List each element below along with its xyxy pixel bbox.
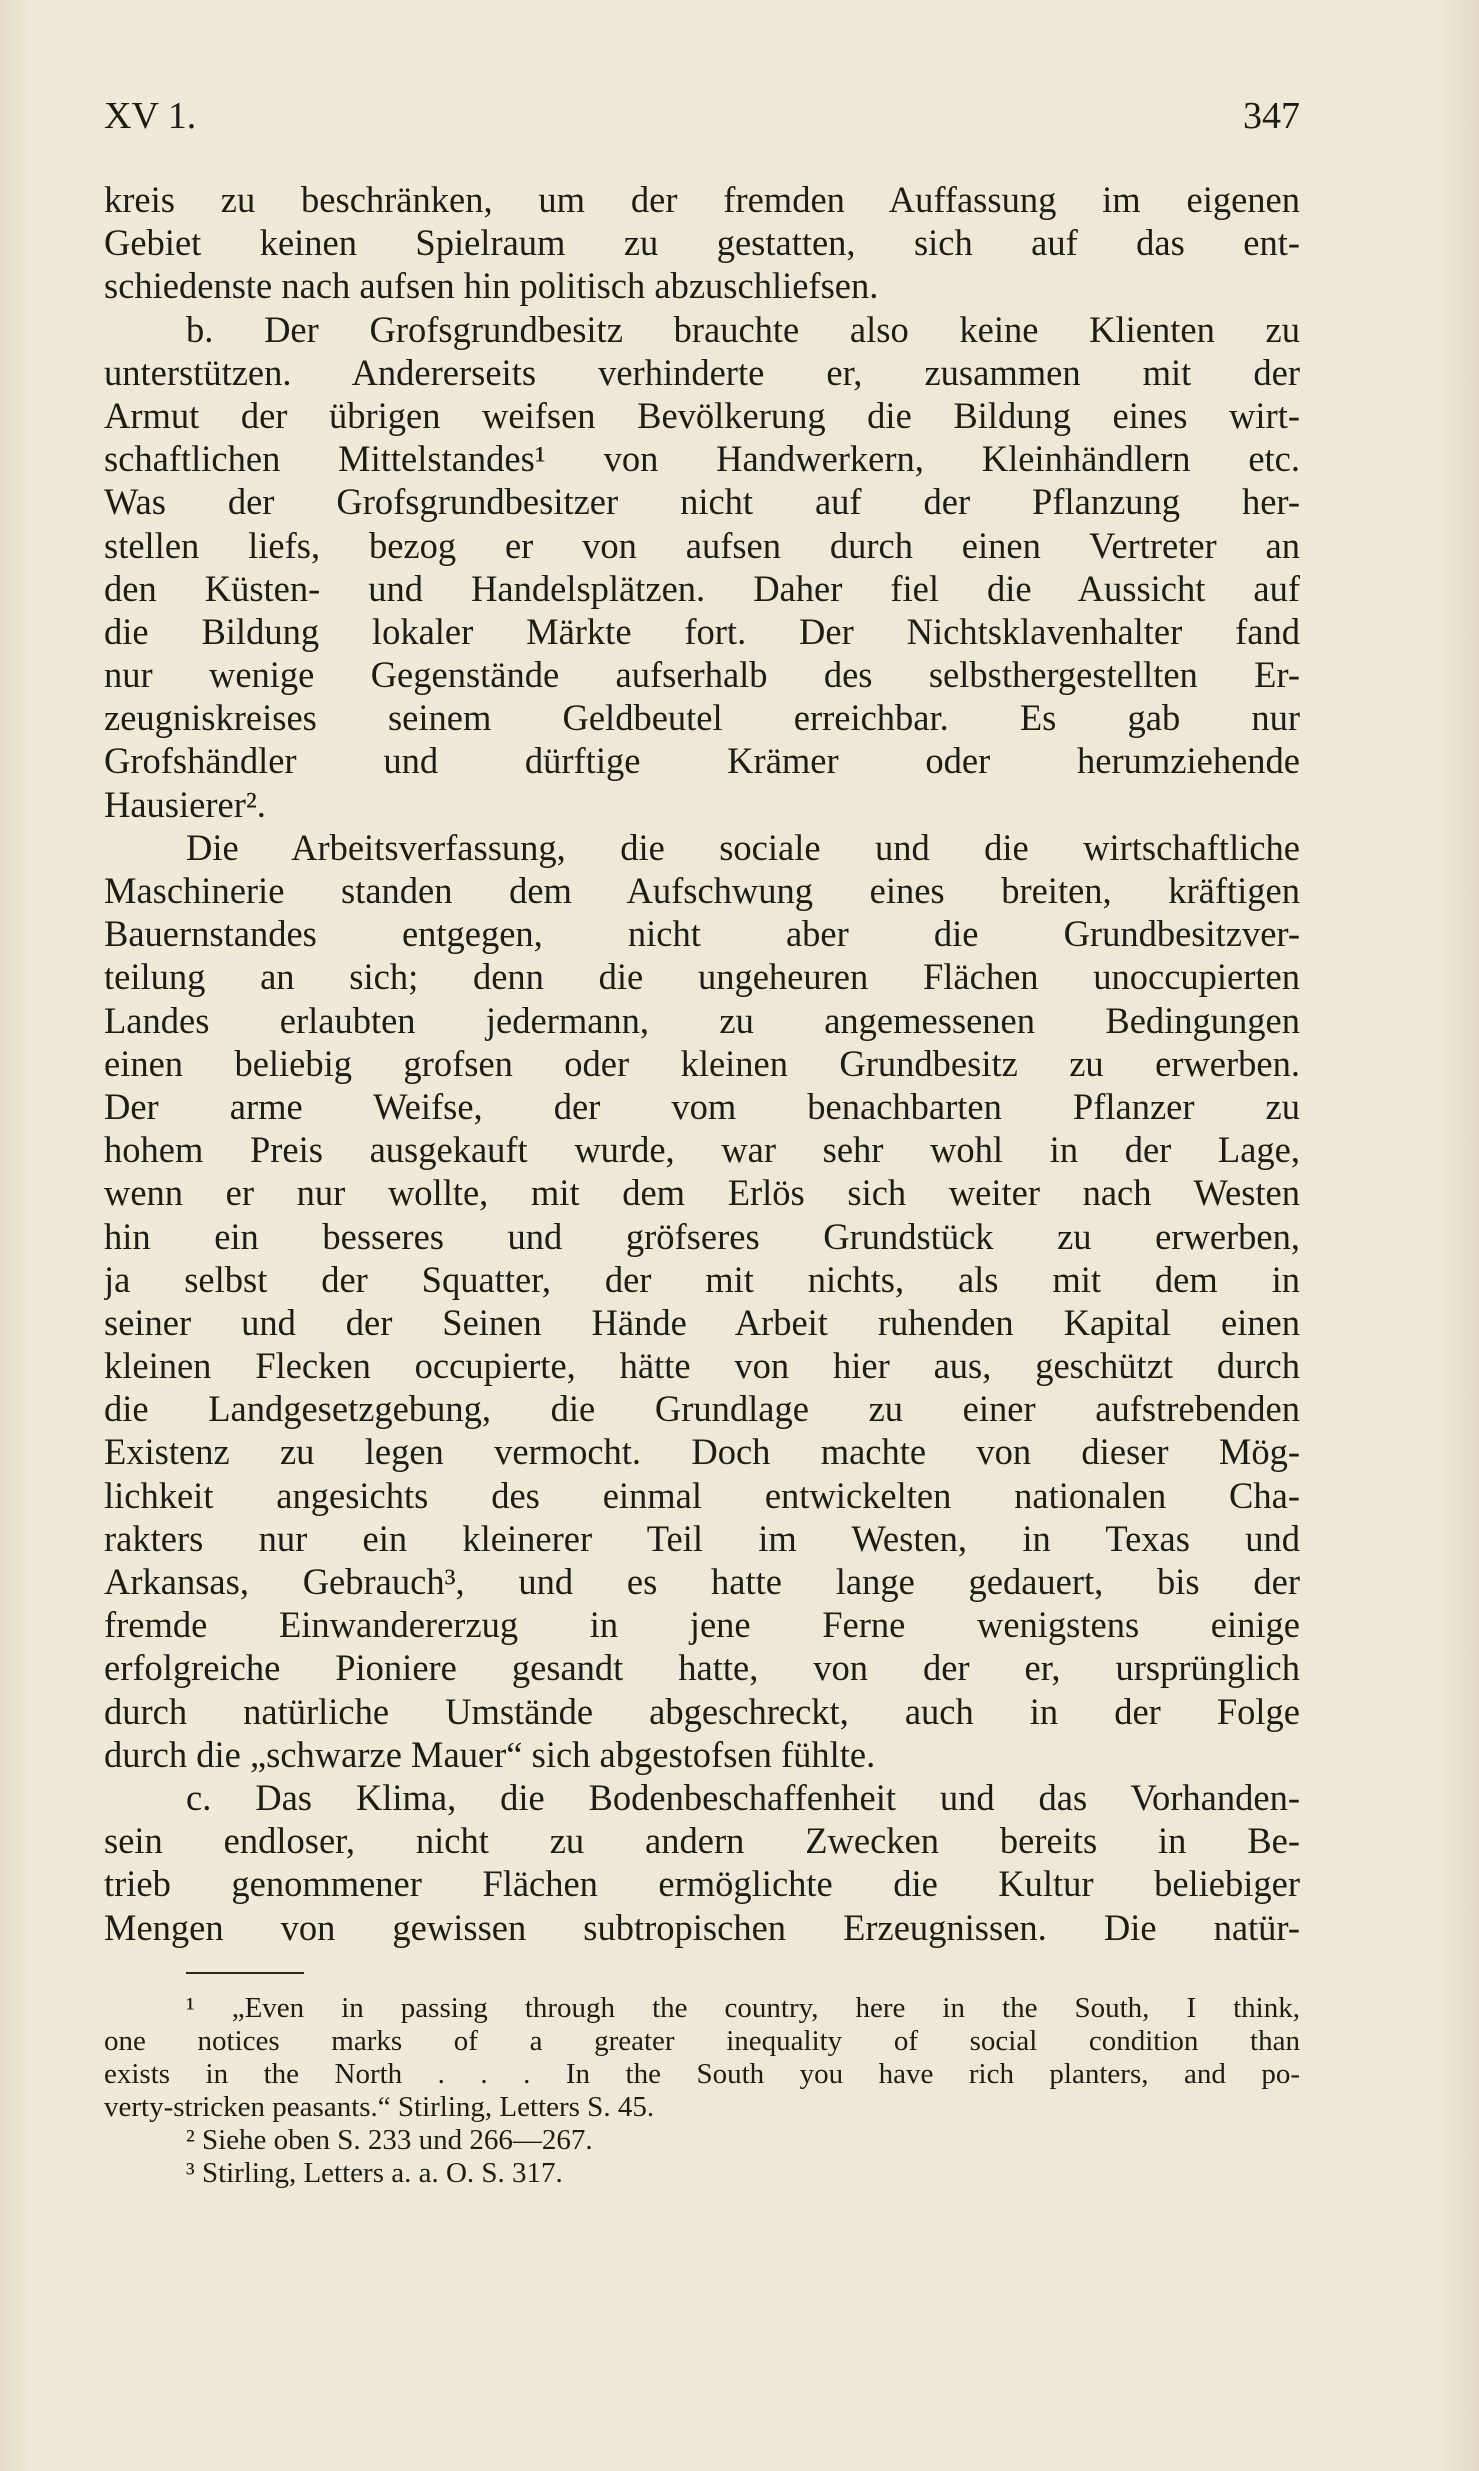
text-line: trieb genommener Flächen ermöglichte die Kultur beliebiger (104, 1863, 1300, 1905)
text-line: durch die „schwarze Mauer“ sich abgestofsen fühlte. (104, 1733, 876, 1775)
text-line: kreis zu beschränken, um der fremden Auffassung im eigenen (104, 179, 1300, 220)
text-line: Grofshändler und dürftige Krämer oder herumziehende (104, 740, 1300, 782)
text-line: erfolgreiche Pioniere gesandt hatte, von der er, ursprünglich (104, 1647, 1300, 1689)
text-line: schaftlichen Mittelstandes¹ von Handwerkern, Kleinhändlern etc. (104, 438, 1300, 480)
text-line: unterstützen. Andererseits verhinderte er, zusammen mit der (104, 351, 1300, 393)
text-line: Was der Grofsgrundbesitzer nicht auf der Pflanzung her- (104, 481, 1300, 523)
text-line: c. Das Klima, die Bodenbeschaffenheit und das Vorhanden- (186, 1776, 1300, 1818)
text-line: Mengen von gewissen subtropischen Erzeugnissen. Die natür- (104, 1906, 1300, 1948)
text-line: Landes erlaubten jedermann, zu angemessenen Bedingungen (104, 999, 1300, 1041)
text-line: Arkansas, Gebrauch³, und es hatte lange gedauert, bis der (104, 1561, 1300, 1602)
footnote-line: verty-stricken peasants.“ Stirling, Letters S. 45. (104, 2091, 655, 2123)
text-line: Bauernstandes entgegen, nicht aber die Grundbesitzver- (104, 913, 1300, 955)
text-line: stellen liefs, bezog er von aufsen durch einen Vertreter an (104, 524, 1300, 566)
text-line: Armut der übrigen weifsen Bevölkerung die Bildung eines wirt- (104, 394, 1300, 436)
text-line: den Küsten- und Handelsplätzen. Daher fiel die Aussicht auf (104, 567, 1300, 609)
text-line: Der arme Weifse, der vom benachbarten Pflanzer zu (104, 1085, 1300, 1127)
text-line: Maschinerie standen dem Aufschwung eines breiten, kräftigen (104, 870, 1300, 911)
main-text (104, 178, 1300, 1949)
text-line: Gebiet keinen Spielraum zu gestatten, sich auf das ent- (104, 222, 1300, 264)
text-line: Die Arbeitsverfassung, die sociale und die wirtschaftliche (186, 826, 1300, 868)
footnote-line: ² Siehe oben S. 233 und 266—267. (186, 2124, 593, 2156)
text-line: ja selbst der Squatter, der mit nichts, als mit dem in (104, 1258, 1300, 1300)
text-line: schiedenste nach aufsen hin politisch abzuschliefsen. (104, 265, 879, 307)
text-line: b. Der Grofsgrundbesitz brauchte also keine Klienten zu (186, 308, 1300, 350)
text-line: die Bildung lokaler Märkte fort. Der Nichtsklavenhalter fand (104, 610, 1300, 652)
text-line: Hausierer². (104, 783, 266, 825)
footnote-divider (186, 1972, 304, 1974)
footnote-line: ¹ „Even in passing through the country, here in the South, I think, (186, 1992, 1300, 2024)
text-line: hin ein besseres und gröfseres Grundstück zu erwerben, (104, 1215, 1300, 1257)
running-header (104, 86, 1300, 146)
text-line: durch natürliche Umstände abgeschreckt, auch in der Folge (104, 1690, 1300, 1732)
section-label: XV 1. (104, 95, 197, 137)
text-line: teilung an sich; denn die ungeheuren Flächen unoccupierten (104, 956, 1300, 998)
text-line: zeugniskreises seinem Geldbeutel erreichbar. Es gab nur (104, 697, 1300, 739)
page-number: 347 (1243, 95, 1300, 137)
text-line: seiner und der Seinen Hände Arbeit ruhenden Kapital einen (104, 1301, 1300, 1343)
text-line: kleinen Flecken occupierte, hätte von hier aus, geschützt durch (104, 1345, 1300, 1387)
footnote-line: exists in the North . . . In the South you have rich planters, and po- (104, 2058, 1300, 2090)
text-line: hohem Preis ausgekauft wurde, war sehr wohl in der Lage, (104, 1129, 1300, 1171)
text-line: einen beliebig grofsen oder kleinen Grundbesitz zu erwerben. (104, 1042, 1300, 1084)
text-line: wenn er nur wollte, mit dem Erlös sich weiter nach Westen (104, 1172, 1300, 1214)
text-line: Existenz zu legen vermocht. Doch machte von dieser Mög- (104, 1431, 1300, 1473)
text-line: fremde Einwandererzug in jene Ferne wenigstens einige (104, 1604, 1300, 1646)
text-line: nur wenige Gegenstände aufserhalb des selbsthergestellten Er- (104, 654, 1300, 696)
text-line: lichkeit angesichts des einmal entwickelten nationalen Cha- (104, 1474, 1300, 1516)
footnotes (104, 1992, 1300, 2190)
text-line: die Landgesetzgebung, die Grundlage zu einer aufstrebenden (104, 1388, 1300, 1430)
text-line: rakters nur ein kleinerer Teil im Westen, in Texas und (104, 1517, 1300, 1559)
footnote-line: one notices marks of a greater inequality of social condition than (104, 2025, 1300, 2057)
text-line: sein endloser, nicht zu andern Zwecken bereits in Be- (104, 1820, 1300, 1862)
footnote-line: ³ Stirling, Letters a. a. O. S. 317. (186, 2157, 563, 2189)
